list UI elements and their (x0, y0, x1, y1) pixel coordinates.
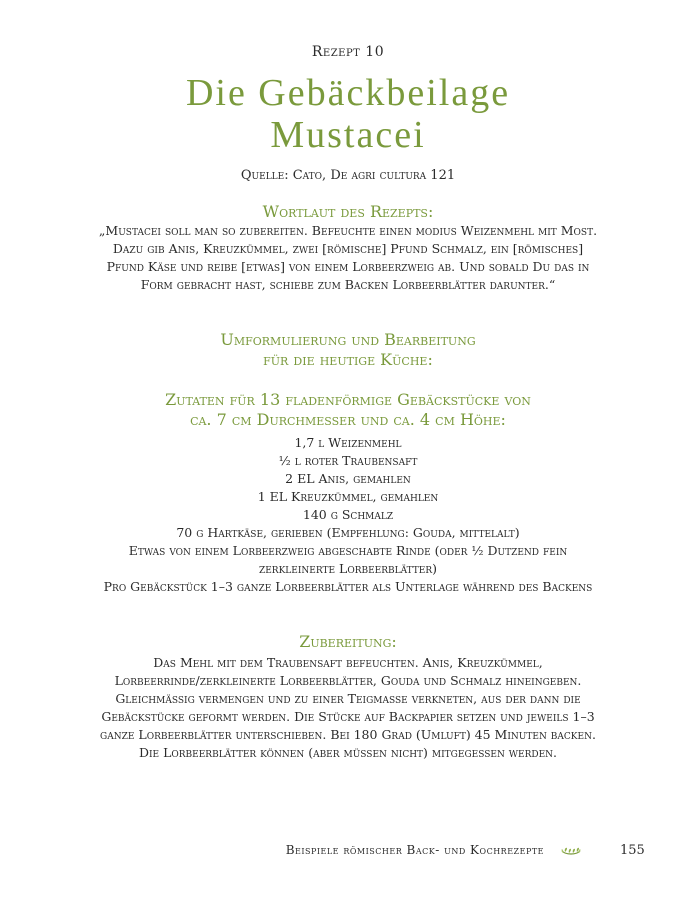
heading-umformulierung (0, 330, 696, 370)
ingredient-item: 1 EL Kreuzkümmel, gemahlen (257, 489, 439, 504)
ingredient-item: Etwas von einem Lorbeerzweig abgeschabte Rinde (oder ½ Dutzend fein zerkleinerte Lorbeerblätter) (128, 543, 568, 576)
recipe-source: Quelle: Cato, De agri cultura 121 (240, 168, 456, 183)
original-recipe-text (96, 222, 600, 294)
ingredient-item: ½ l roter Traubensaft (278, 453, 418, 468)
ingredient-item: Pro Gebäckstück 1–3 ganze Lorbeerblätter als Unterlage während des Backens (103, 579, 593, 594)
ingredient-item: 140 g Schmalz (302, 507, 394, 522)
heading-wortlaut: Wortlaut des Rezepts: (262, 202, 434, 221)
ingredient-item: 2 EL Anis, gemahlen (285, 471, 411, 486)
heading-umformulierung-line1: Umformulierung und Bearbeitung (220, 330, 476, 349)
heading-zubereitung: Zubereitung: (299, 632, 397, 651)
original-recipe-paragraph: „Mustacei soll man so zubereiten. Befeuchte einen modius Weizenmehl mit Most. Dazu gib Anis, Kreuzkümmel, zwei [römische] Pfund Schmalz, ein [römisches] Pfund Käse und reibe [etwas] von einem Lorbeerzweig ab. Und sobald Du das in Form gebracht hast, schiebe zum Backen Lorbeerblätter darunter.“ (98, 223, 598, 292)
laurel-icon (560, 842, 582, 858)
recipe-title (0, 72, 696, 156)
running-title: Beispiele römischer Back- und Kochrezepte (285, 843, 544, 857)
heading-zutaten-line1: Zutaten für 13 fladenförmige Gebäckstücke von (165, 390, 531, 409)
ingredient-item: 70 g Hartkäse, gerieben (Empfehlung: Gouda, mittelalt) (176, 525, 520, 540)
recipe-number: Rezept 10 (311, 44, 385, 60)
ingredients-list (96, 434, 600, 596)
heading-umformulierung-line2: für die heutige Küche: (263, 350, 433, 369)
heading-zutaten (0, 390, 696, 430)
recipe-title-line1: Die Gebäckbeilage (185, 72, 511, 114)
page-footer (0, 843, 696, 863)
recipe-title-line2: Mustacei (270, 114, 426, 156)
heading-zutaten-line2: ca. 7 cm Durchmesser und ca. 4 cm Höhe: (190, 410, 506, 429)
page-number: 155 (620, 843, 645, 858)
preparation-paragraph: Das Mehl mit dem Traubensaft befeuchten. Anis, Kreuzkümmel, Lorbeerrinde/zerkleinerte Lorbeerblätter, Gouda und Schmalz hineingeben. Gleichmässig vermengen und zu einer Teigmasse verkneten, aus der dann die Gebäckstücke geformt werden. Die Stücke auf Backpapier setzen und jeweils 1–3 ganze Lorbeerblätter unterschieben. Bei 180 Grad (Umluft) 45 Minuten backen. Die Lorbeerblätter können (aber müssen nicht) mitgegessen werden. (100, 655, 596, 760)
preparation-text (96, 654, 600, 762)
ingredient-item: 1,7 l Weizenmehl (294, 435, 402, 450)
